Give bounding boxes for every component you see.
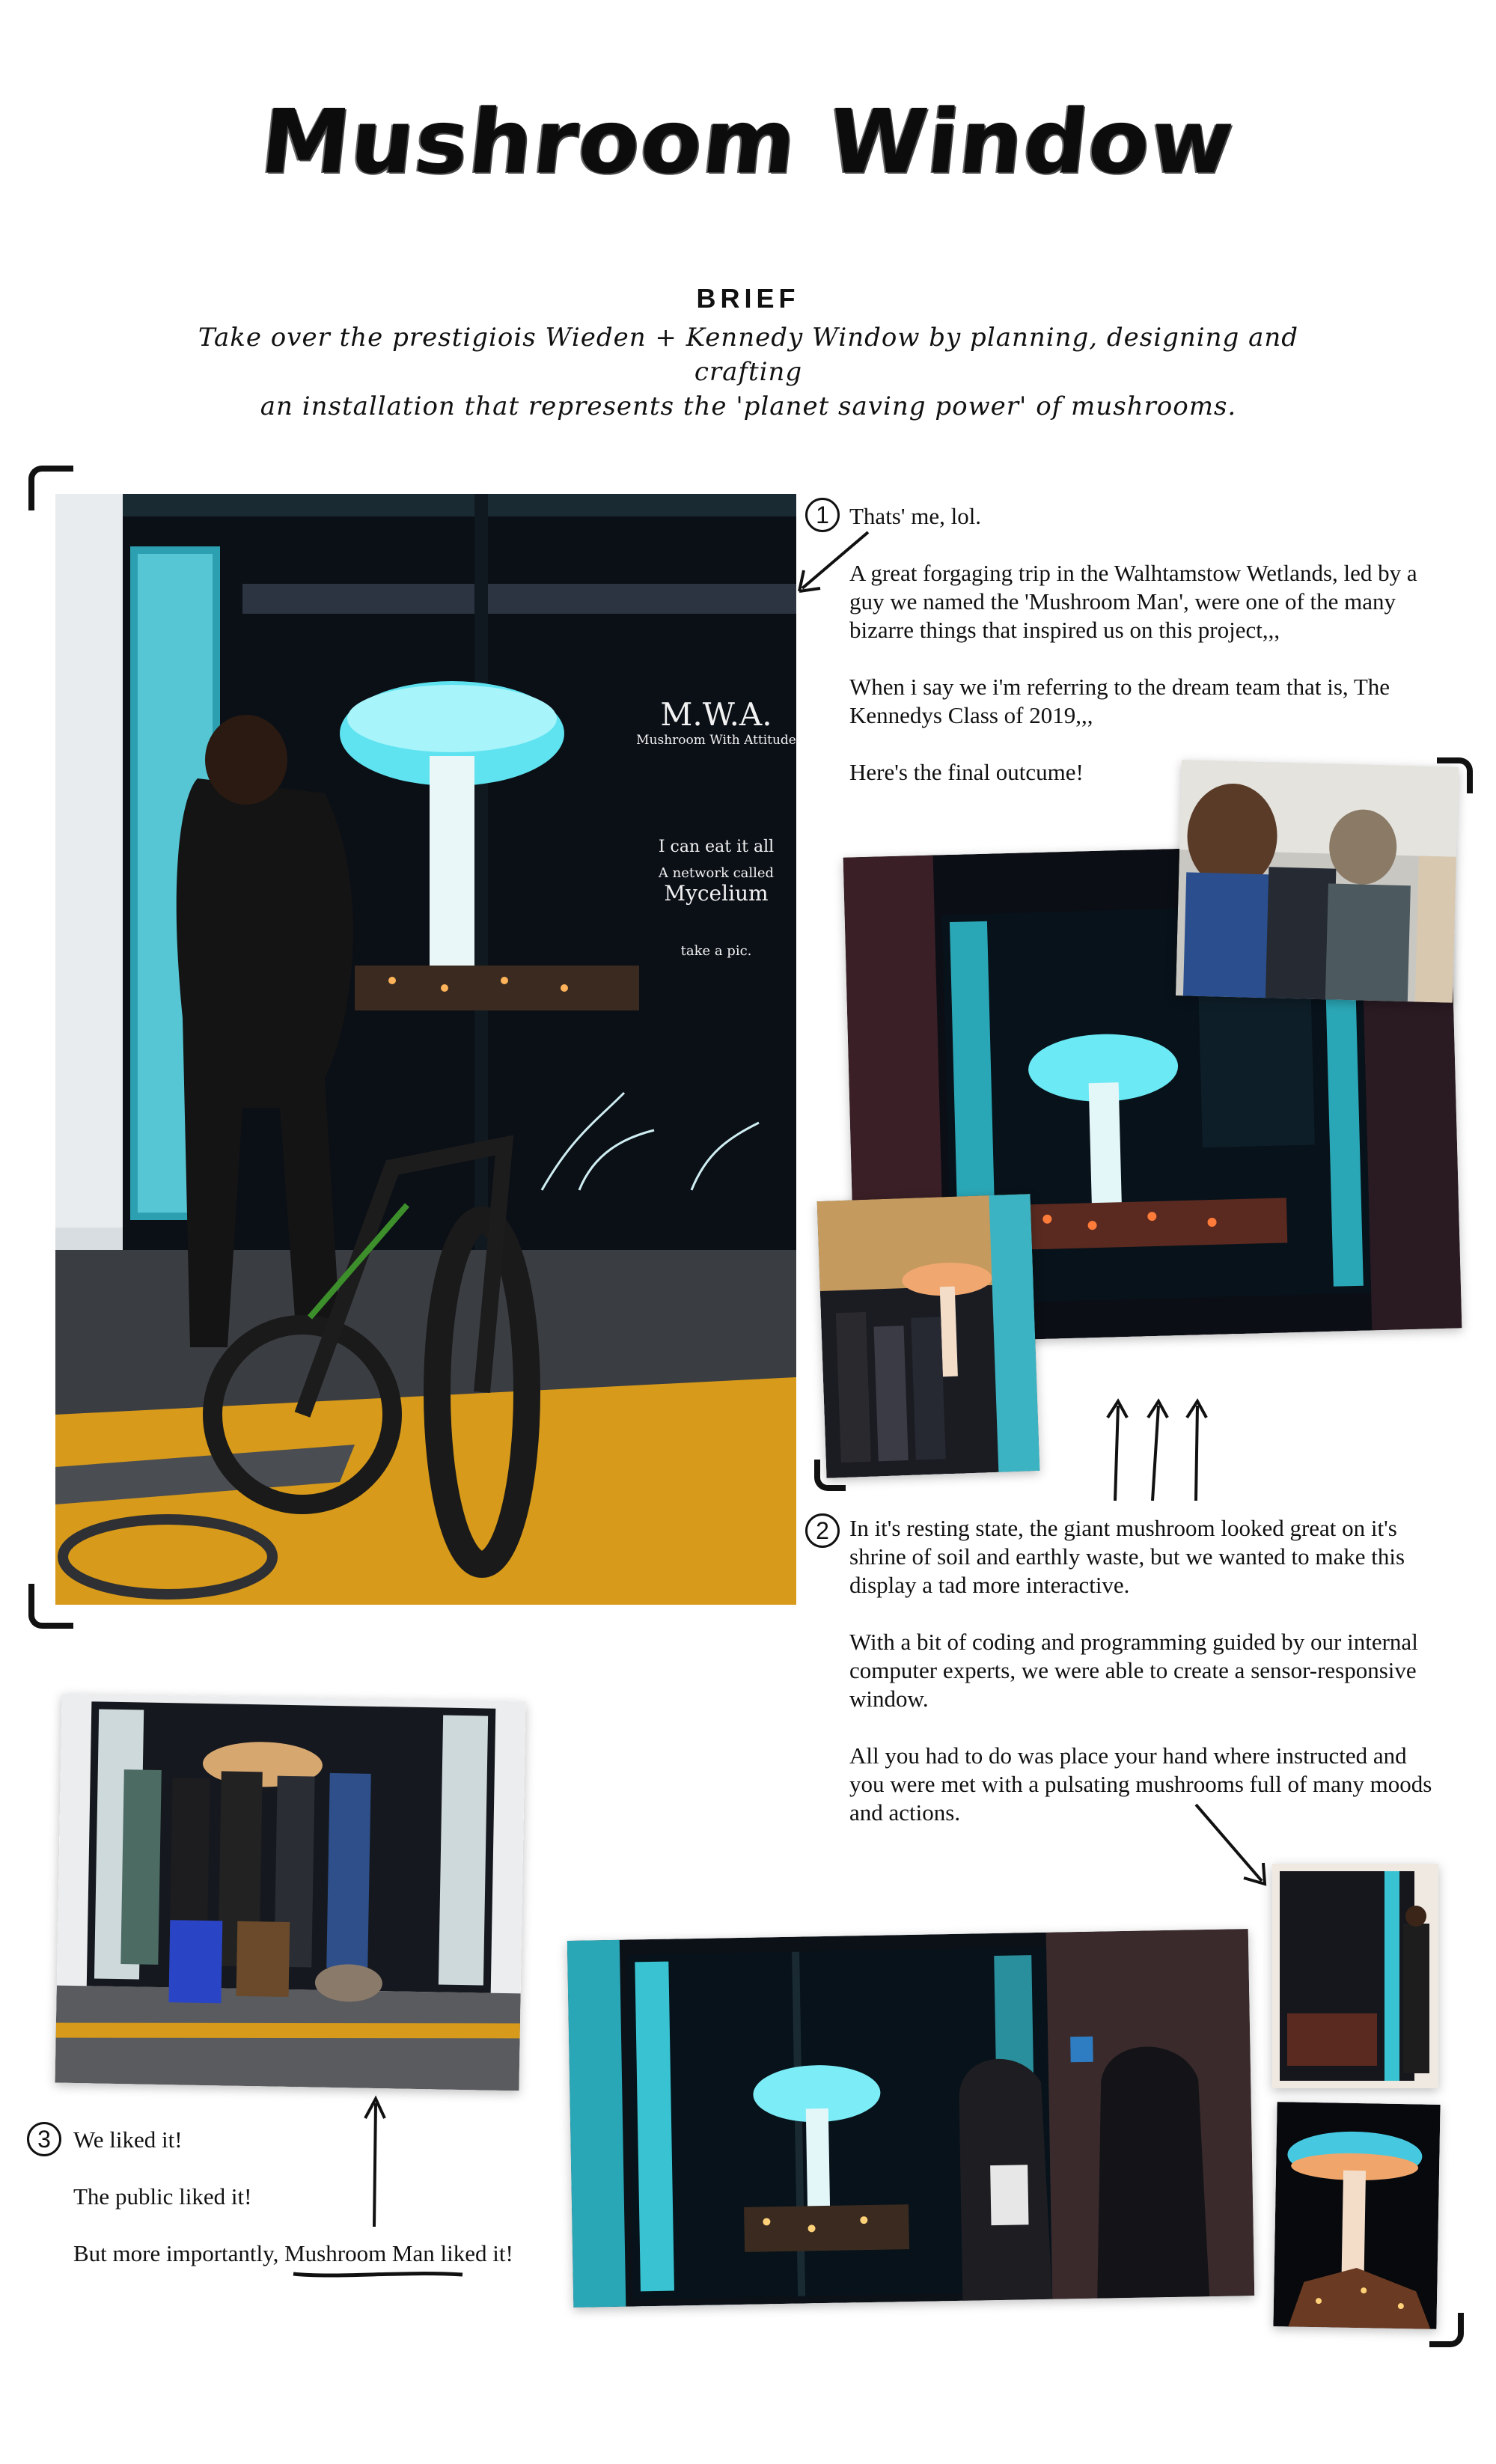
brief-text xyxy=(150,320,1347,424)
window-sign-title: M.W.A. xyxy=(660,696,772,733)
window-sign xyxy=(630,696,802,959)
window-sign-line-2: A network called xyxy=(658,865,775,881)
brief-line-1: Take over the prestigiois Wieden + Kennedy Window by planning, designing and crafting xyxy=(198,323,1299,387)
brief-line-2: an installation that represents the 'planet saving power' of mushrooms. xyxy=(260,391,1237,421)
photo-sensor-interaction xyxy=(1272,1864,1438,2088)
photo-group-team xyxy=(55,1694,526,2091)
section-2-paragraph-3: All you had to do was place your hand where instructed and you were met with a pulsating mushrooms full of many moods and actions. xyxy=(849,1742,1432,1826)
section-3-line-2: The public liked it! xyxy=(73,2183,252,2210)
frame-corner-collage-top-right xyxy=(1437,757,1473,793)
main-photo-bike xyxy=(55,494,796,1605)
section-number-1: 1 xyxy=(805,498,840,532)
photo-mushroom-closeup xyxy=(1273,2102,1440,2329)
photo-team-foraging xyxy=(1176,760,1459,1003)
window-sign-line-4: take a pic. xyxy=(680,943,752,959)
section-2-paragraph-1: In it's resting state, the giant mushroom looked great on it's shrine of soil and earthly waste, but we wanted to make this display a tad more interactive. xyxy=(849,1515,1405,1598)
frame-corner-bottom-right xyxy=(1429,2313,1464,2347)
brief-heading: BRIEF xyxy=(696,283,800,314)
photo-crowd-street xyxy=(817,1194,1040,1478)
window-sign-subtitle: Mushroom With Attitude xyxy=(636,733,796,748)
window-sign-line-1: I can eat it all xyxy=(658,838,775,856)
section-number-2: 2 xyxy=(805,1513,840,1548)
section-1-paragraph-2: When i say we i'm referring to the dream team that is, The Kennedys Class of 2019,,, xyxy=(849,674,1390,728)
underline-mushroom-man xyxy=(292,2268,464,2280)
window-sign-line-3: Mycelium xyxy=(664,881,769,906)
section-3-line-1: We liked it! xyxy=(73,2126,183,2153)
arrows-up-group xyxy=(1100,1392,1212,1504)
section-2-paragraph-2: With a bit of coding and programming guided by our internal computer experts, we were able to create a sensor-responsive window. xyxy=(849,1629,1418,1712)
arrow-to-sensor-photo xyxy=(1190,1800,1272,1890)
photo-window-visitors-night xyxy=(567,1929,1254,2308)
section-1-line-1: Thats' me, lol. xyxy=(849,503,982,529)
page-title: Mushroom Window xyxy=(256,90,1240,193)
frame-corner-collage-bottom-left xyxy=(814,1460,846,1491)
section-3-line-3: But more importantly, Mushroom Man liked it! xyxy=(73,2240,513,2266)
section-1-paragraph-1: A great forgaging trip in the Walhtamstow Wetlands, led by a guy we named the 'Mushroom Man', were one of the many bizarre things that inspired us on this project,,, xyxy=(849,560,1417,643)
section-1-paragraph-3: Here's the final outcume! xyxy=(849,759,1084,785)
section-number-3: 3 xyxy=(27,2122,61,2156)
section-2-text xyxy=(849,1514,1433,1855)
